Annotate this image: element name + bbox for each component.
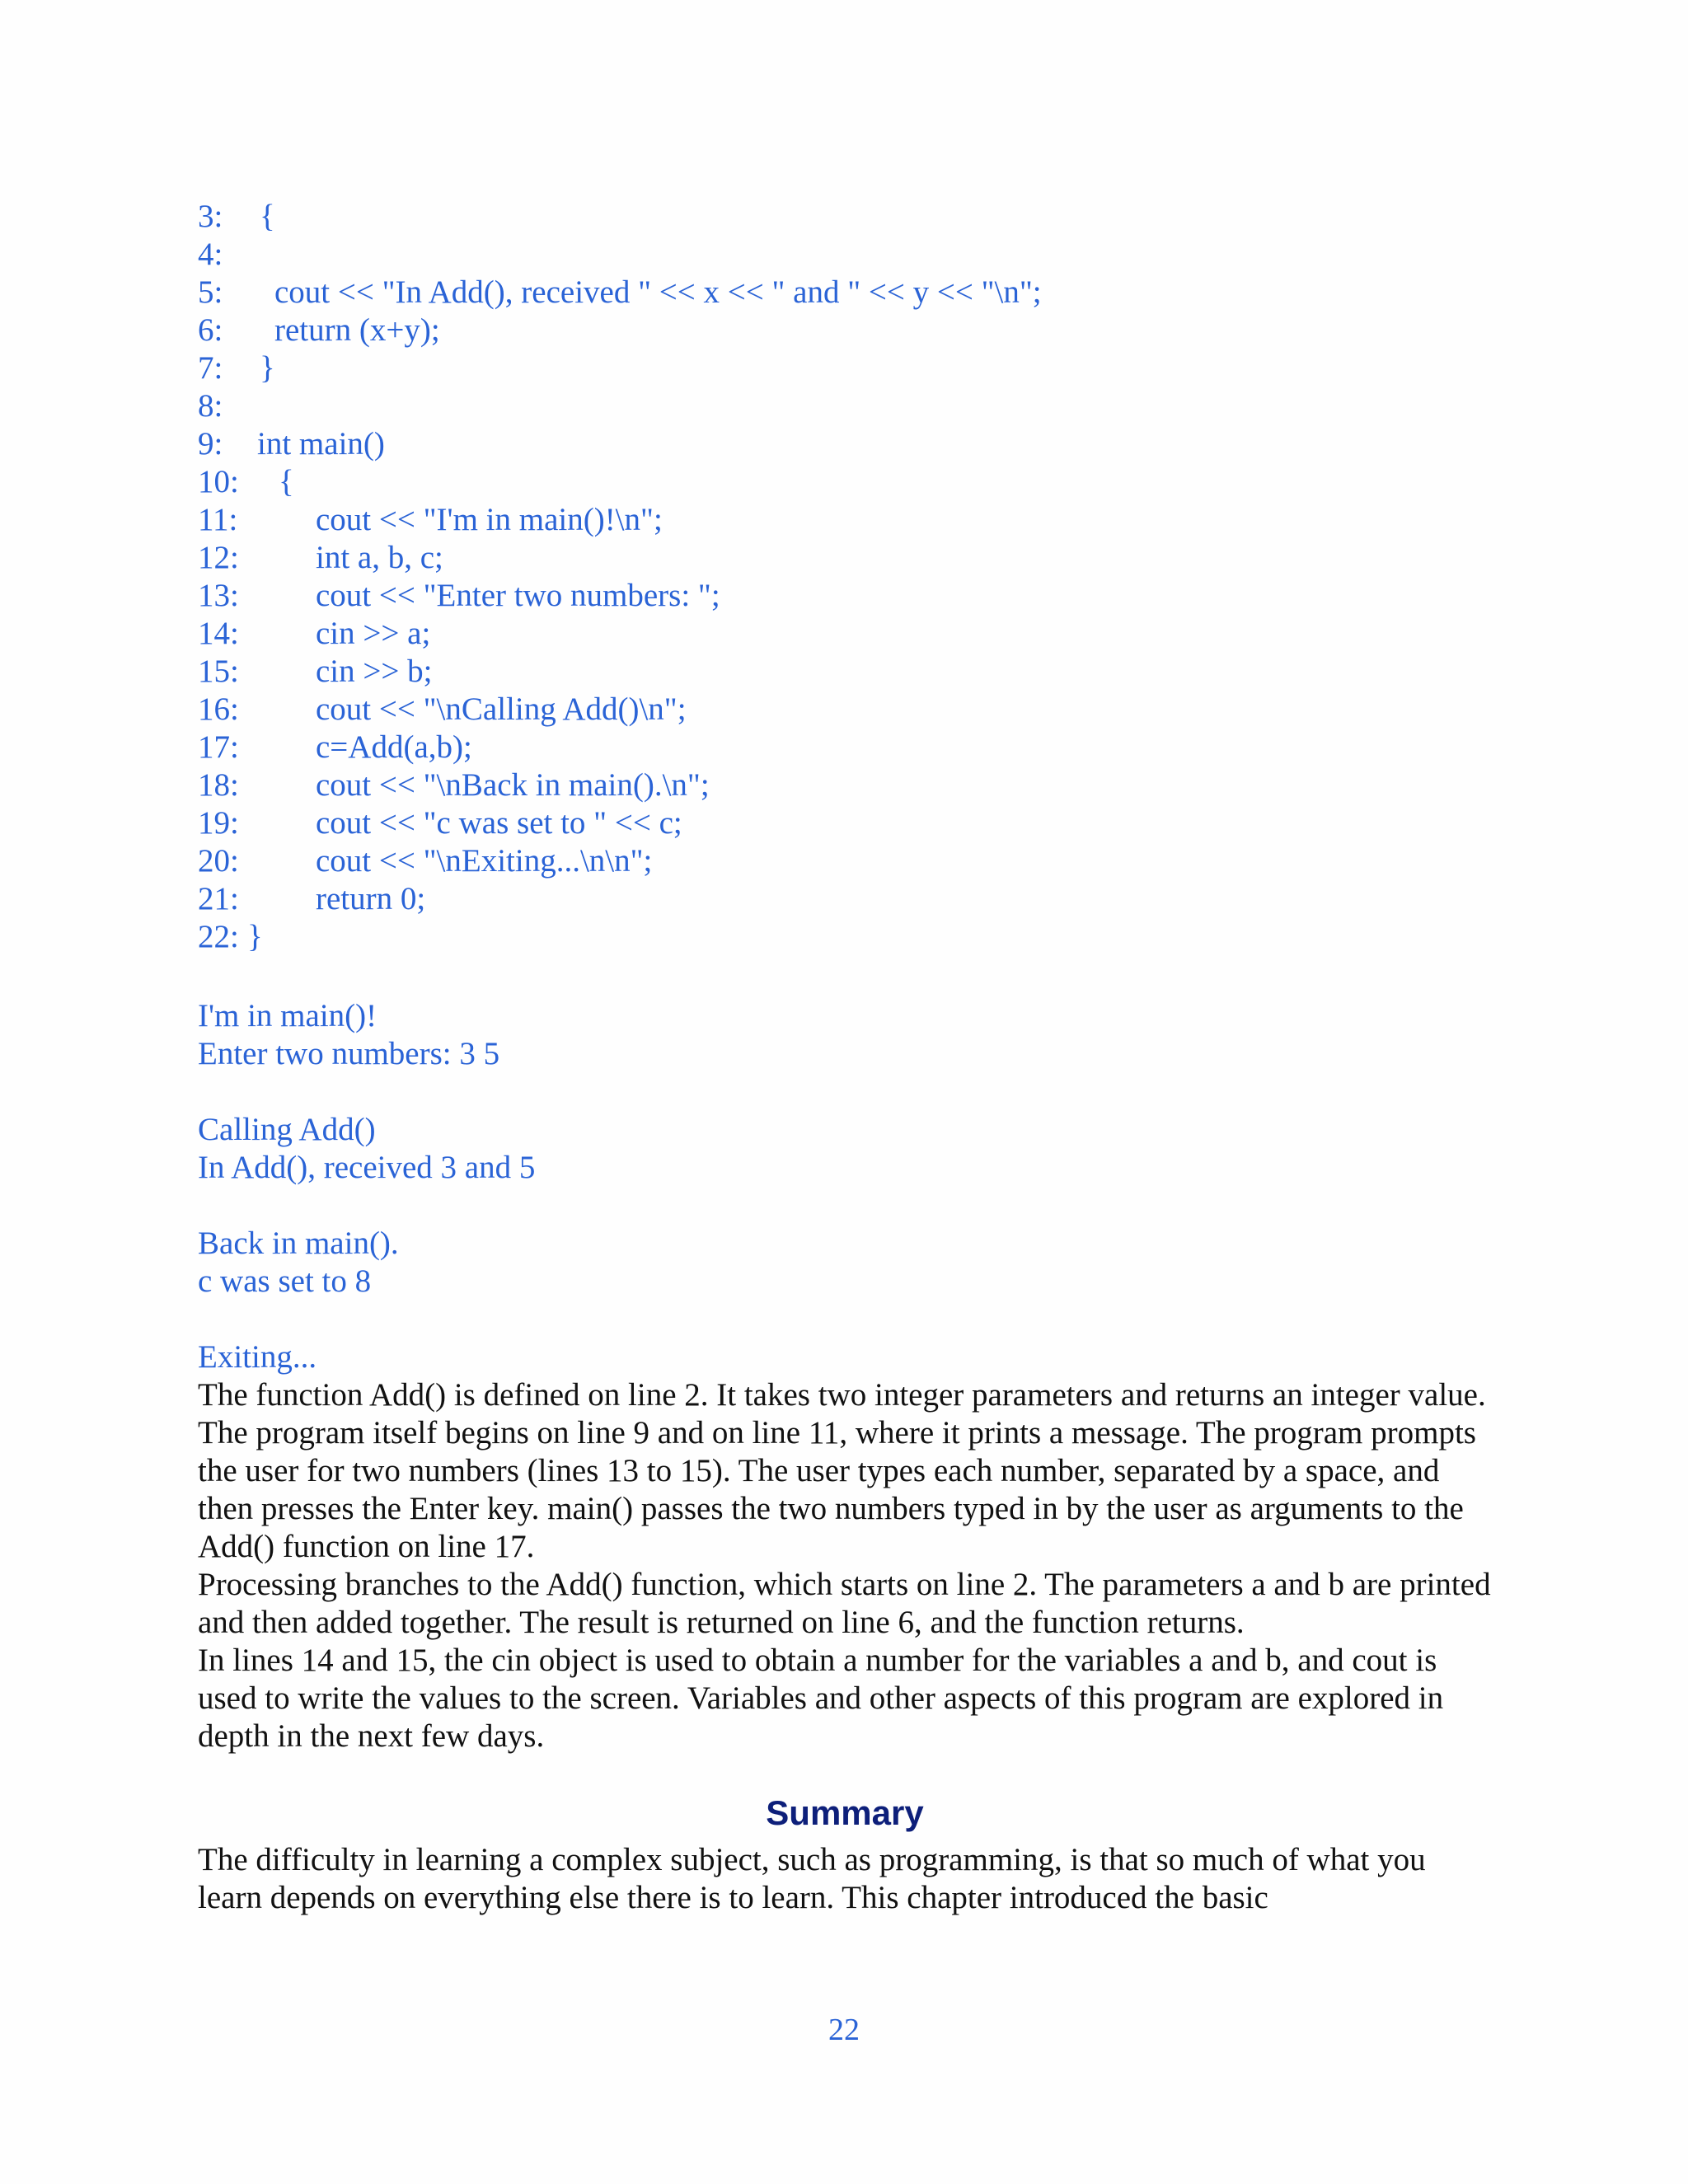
code-line [198, 425, 1517, 463]
code-line [198, 804, 1517, 842]
body-paragraph: Processing branches to the Add() function, which starts on line 2. The parameters a and b are printed and then added together. The result is returned on line 6, and the function returns. [198, 1567, 1491, 1640]
code-text: cout << "\nExiting...\n\n"; [316, 843, 653, 879]
line-number: 14: [198, 616, 239, 651]
line-number: 3: [198, 199, 223, 234]
code-listing [198, 198, 1517, 956]
code-text: } [260, 350, 275, 386]
code-line [198, 766, 1517, 804]
code-text: cout << "Enter two numbers: "; [316, 578, 720, 613]
line-number: 5: [198, 274, 223, 310]
code-text: int main() [257, 426, 385, 462]
line-number: 8: [198, 388, 223, 424]
code-text: cout << "c was set to " << c; [316, 805, 682, 841]
code-line [198, 577, 1517, 615]
code-text: cout << "\nCalling Add()\n"; [316, 691, 687, 727]
code-text: c=Add(a,b); [316, 729, 472, 765]
output-line: In Add(), received 3 and 5 [198, 1150, 536, 1185]
code-text: return (x+y); [274, 312, 440, 348]
code-text: int a, b, c; [316, 540, 443, 575]
code-line [198, 691, 1517, 729]
program-output [198, 997, 1517, 1376]
line-number: 4: [198, 237, 223, 272]
code-line [198, 918, 1517, 956]
output-line: Back in main(). [198, 1226, 399, 1261]
line-number: 18: [198, 767, 239, 803]
code-text: cout << "\nBack in main().\n"; [316, 767, 710, 803]
page-number: 22 [828, 2013, 860, 2047]
code-text: cin >> a; [316, 616, 431, 651]
code-line [198, 539, 1517, 577]
line-number: 6: [198, 312, 223, 348]
summary-heading: Summary [766, 1793, 924, 1832]
body-paragraph: The difficulty in learning a complex subject, such as programming, is that so much of what you learn depends on everything else there is to learn. This chapter introduced the basic [198, 1842, 1426, 1915]
code-text: cout << "In Add(), received " << x << " and " << y << "\n"; [274, 274, 1042, 310]
output-line: Exiting... [198, 1339, 317, 1375]
line-number: 19: [198, 805, 239, 841]
line-number: 7: [198, 350, 223, 386]
line-number: 13: [198, 578, 239, 613]
code-line [198, 842, 1517, 880]
line-number: 9: [198, 426, 223, 462]
body-paragraph: In lines 14 and 15, the cin object is used to obtain a number for the variables a and b, and cout is used to write the values to the screen. Variables and other aspects of this program are explored in depth in the next few days. [198, 1643, 1444, 1754]
code-text: { [260, 199, 275, 234]
code-line [198, 463, 1517, 501]
code-text: cout << "I'm in main()!\n"; [316, 502, 663, 537]
output-line: c was set to 8 [198, 1263, 372, 1299]
line-number: 21: [198, 881, 239, 916]
line-number: 17: [198, 729, 239, 765]
code-line [198, 236, 1517, 274]
code-line [198, 312, 1517, 349]
code-line [198, 729, 1517, 766]
line-number: 10: [198, 464, 239, 499]
line-number: 22: [198, 919, 239, 954]
summary-text [198, 1841, 1492, 1917]
explanation-text [198, 1376, 1492, 1755]
line-number: 16: [198, 691, 239, 727]
output-line: I'm in main()! [198, 998, 377, 1033]
line-number: 11: [198, 502, 238, 537]
code-line [198, 880, 1517, 918]
code-line [198, 349, 1517, 387]
code-line [198, 615, 1517, 653]
code-text: } [247, 919, 263, 954]
code-line [198, 653, 1517, 691]
line-number: 12: [198, 540, 239, 575]
code-line [198, 274, 1517, 312]
code-text: return 0; [316, 881, 426, 916]
output-line: Calling Add() [198, 1112, 376, 1147]
line-number: 20: [198, 843, 239, 879]
line-number: 15: [198, 654, 239, 689]
code-line [198, 198, 1517, 236]
body-paragraph: The function Add() is defined on line 2. It takes two integer parameters and returns an integer value. The program itself begins on line 9 and on line 11, where it prints a message. The program prompts the user for two numbers (lines 13 to 15). The user types each number, separated by a space, and then presses the Enter key. main() passes the two numbers typed in by the user as arguments to the Add() function on line 17. [198, 1377, 1486, 1564]
output-line: Enter two numbers: 3 5 [198, 1036, 500, 1071]
code-line [198, 387, 1517, 425]
code-text: { [279, 464, 294, 499]
code-text: cin >> b; [316, 654, 433, 689]
code-line [198, 501, 1517, 539]
